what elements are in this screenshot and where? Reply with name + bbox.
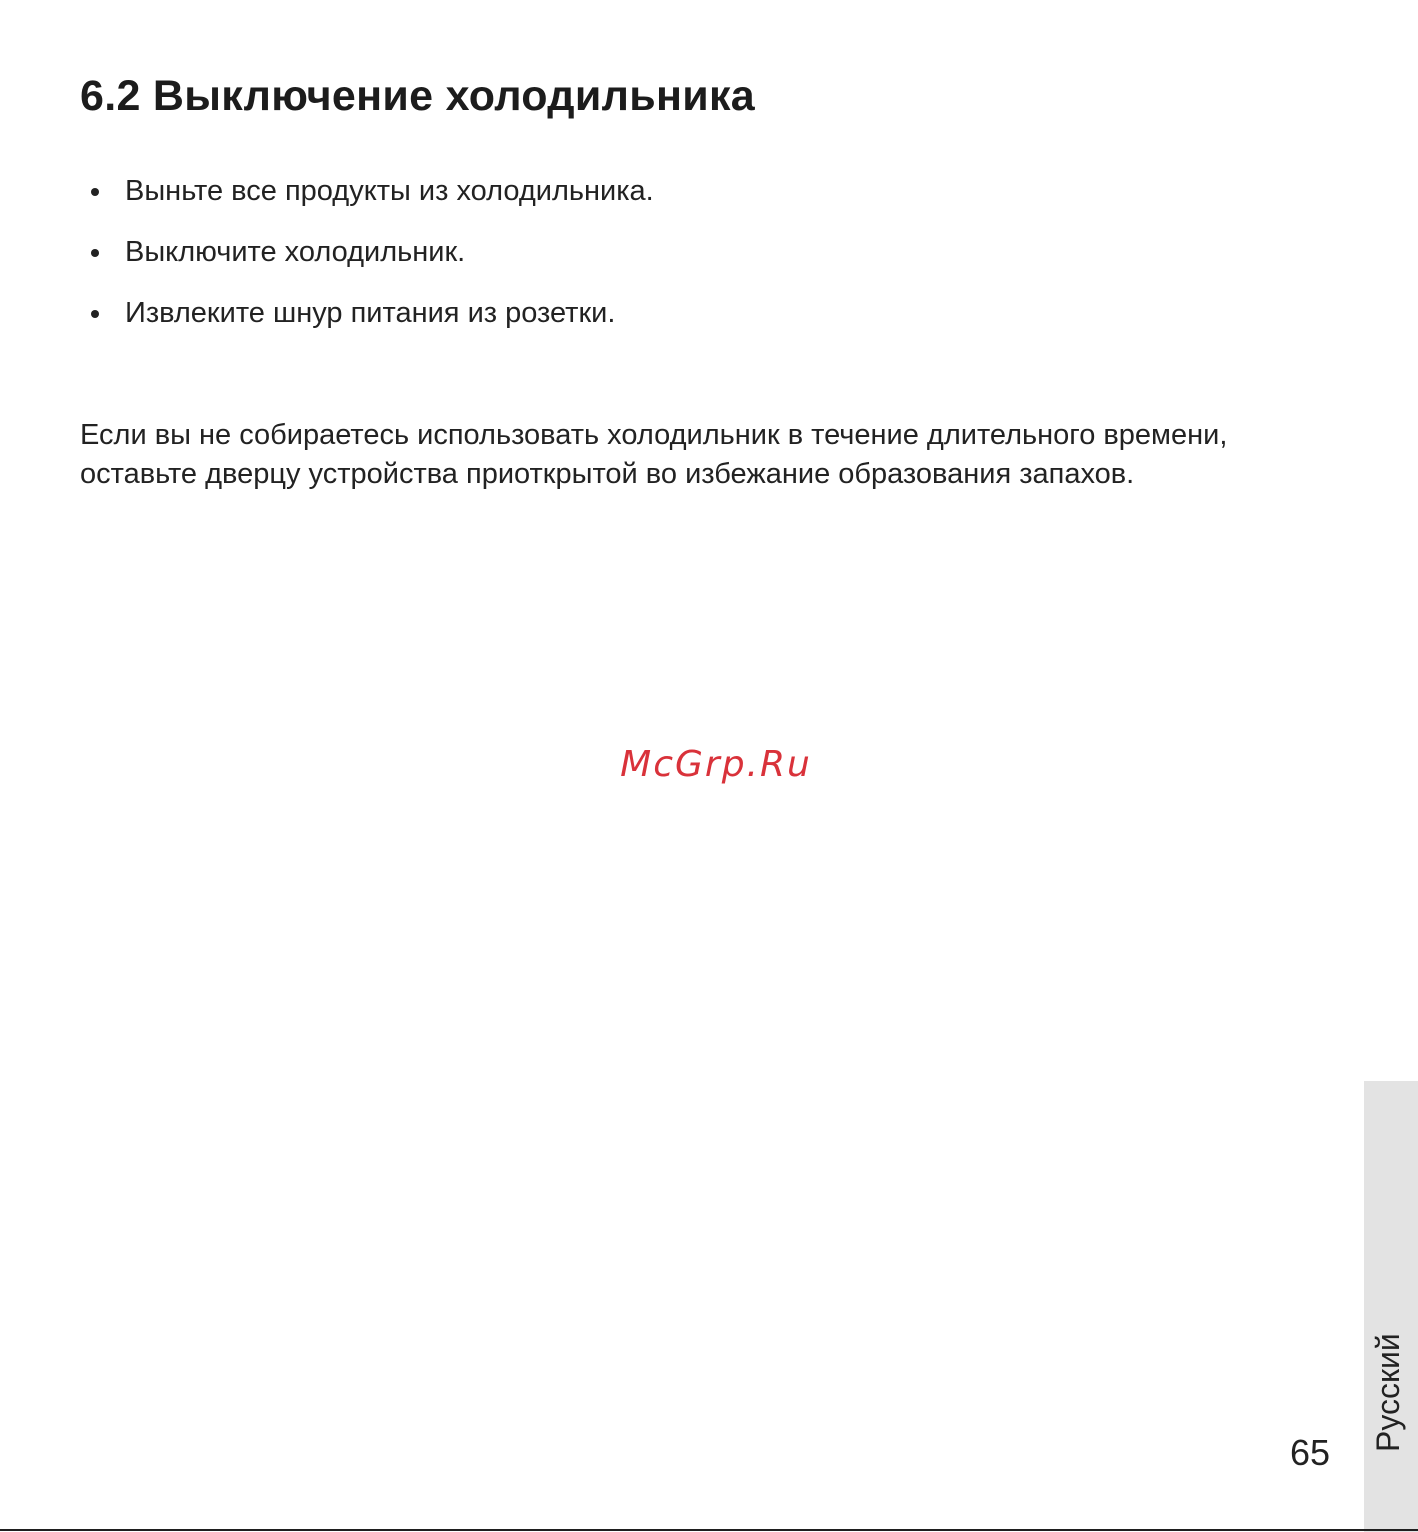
page-number: 65: [1290, 1432, 1331, 1473]
language-tab: [1364, 1081, 1418, 1532]
list-item: [80, 170, 654, 231]
section-title: 6.2 Выключение холодильника: [80, 72, 755, 120]
watermark: McGrp.Ru: [620, 744, 812, 785]
bullet-icon: [91, 188, 99, 196]
language-label: Русский: [1370, 1333, 1406, 1452]
bottom-divider: [0, 1529, 1418, 1531]
list-item: [80, 231, 654, 292]
bullet-icon: [91, 249, 99, 257]
note-paragraph: Если вы не собираетесь использовать холодильник в течение длительного времени, оставьте дверцу устройства приоткрытой во избежание образования запахов.: [80, 419, 1228, 490]
list-item: [80, 292, 654, 353]
steps-list: [80, 170, 654, 353]
step-text: Выньте все продукты из холодильника.: [125, 175, 654, 207]
bullet-icon: [91, 310, 99, 318]
step-text: Выключите холодильник.: [125, 236, 466, 268]
step-text: Извлеките шнур питания из розетки.: [125, 297, 616, 329]
